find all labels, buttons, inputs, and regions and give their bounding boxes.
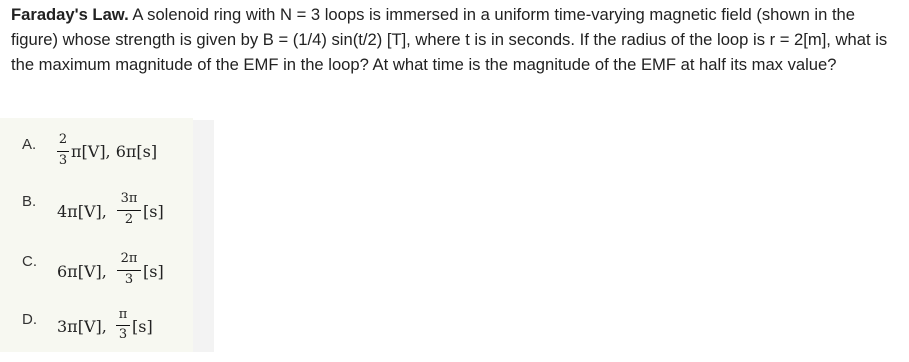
time-fraction-numerator: 3π	[120, 191, 138, 206]
time-fraction-denominator: 3	[124, 272, 134, 287]
time-fraction-bar	[117, 270, 141, 271]
time-fraction-numerator: π	[118, 307, 128, 322]
emf-fraction-numerator: 2	[58, 132, 68, 147]
question-text	[11, 2, 903, 77]
option-b[interactable]	[22, 190, 192, 244]
time-fraction-denominator: 3	[118, 327, 128, 342]
emf-value: 3π[V],	[57, 317, 107, 336]
question-body: A solenoid ring with N = 3 loops is immersed in a uniform time-varying magnetic field (shown in the figure) whose strength is given by B = (1/4) sin(t/2) [T], where t is in seconds. If the radius of the loop is r = 2[m], what is the maximum magnitude of the EMF in the loop? At what time is the magnitude of the EMF at half its max value?	[11, 5, 888, 74]
time-fraction-bar	[117, 210, 141, 211]
emf-fraction-bar	[57, 151, 69, 152]
time-unit: [s]	[143, 202, 164, 221]
option-value: π[V], 6π[s]	[71, 142, 158, 161]
emf-fraction-denominator: 3	[58, 153, 68, 168]
option-a[interactable]	[22, 133, 192, 187]
option-c[interactable]	[22, 250, 192, 304]
option-letter: D.	[22, 311, 37, 328]
question-title: Faraday's Law.	[11, 5, 129, 24]
time-fraction-denominator: 2	[124, 212, 134, 227]
option-letter: B.	[22, 193, 37, 210]
time-fraction-bar	[116, 325, 130, 326]
option-letter: A.	[22, 136, 37, 153]
time-unit: [s]	[132, 317, 153, 336]
option-d[interactable]	[22, 308, 192, 362]
time-fraction-numerator: 2π	[120, 251, 138, 266]
option-letter: C.	[22, 253, 37, 270]
time-unit: [s]	[143, 262, 164, 281]
options-panel-edge	[193, 120, 214, 352]
emf-value: 4π[V],	[57, 202, 107, 221]
emf-value: 6π[V],	[57, 262, 107, 281]
